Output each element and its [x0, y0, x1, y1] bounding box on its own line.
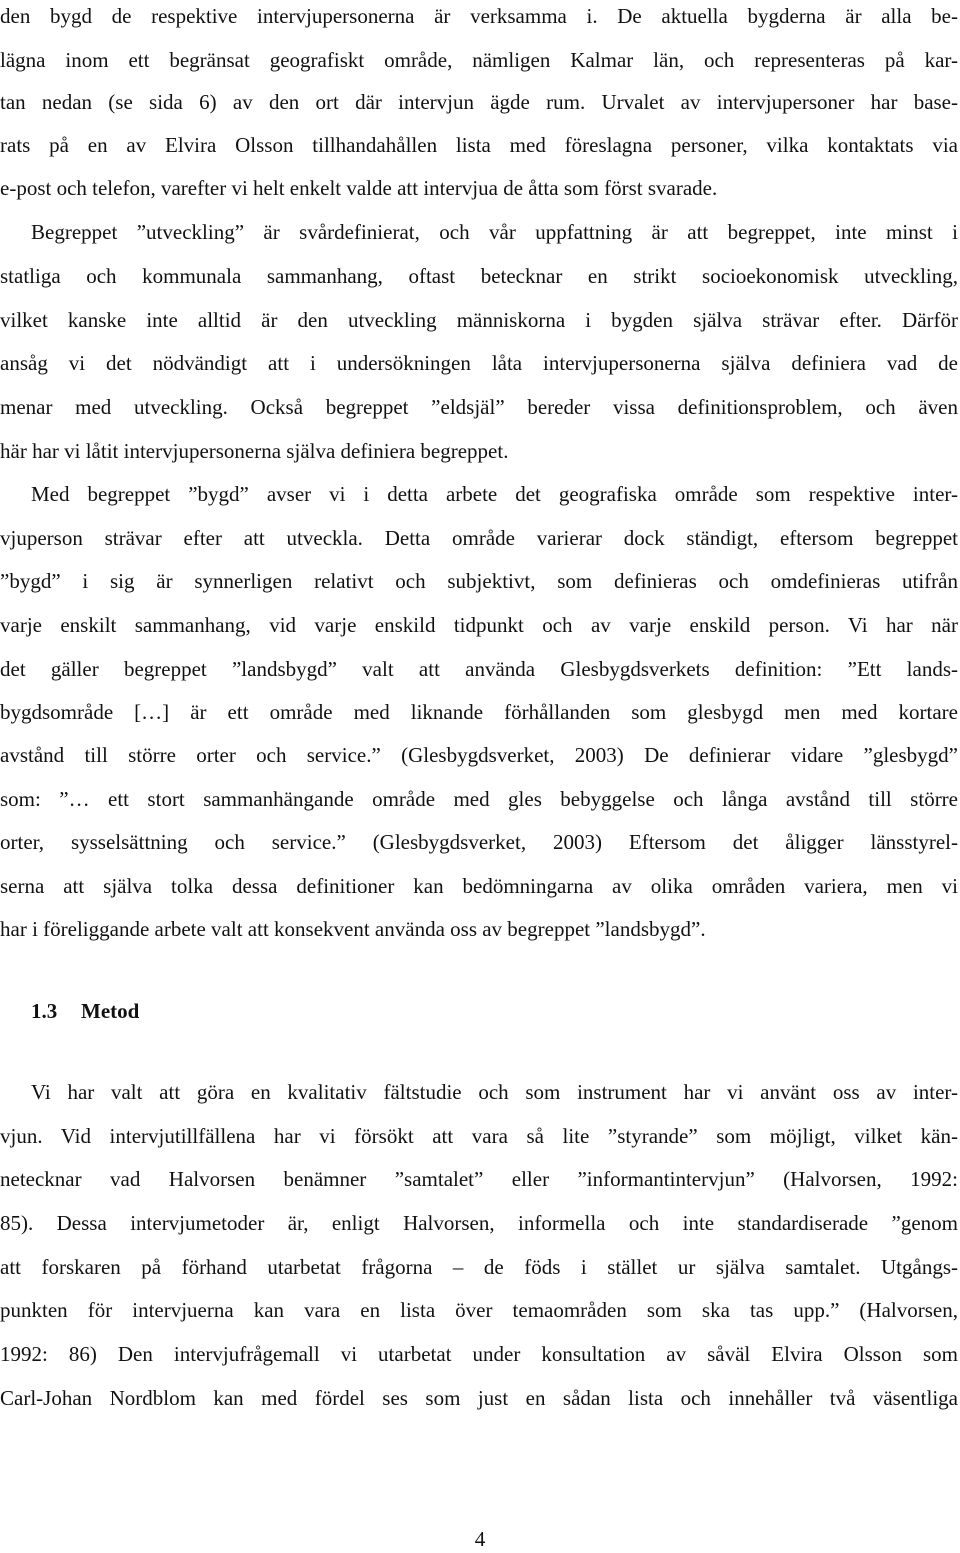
text-line: vjuperson strävar efter att utveckla. Detta område varierar dock ständigt, eftersom begreppet	[0, 526, 958, 550]
text-line: orter, sysselsättning och service.” (Glesbygdsverket, 2003) Eftersom det åligger länsstyrel-	[0, 830, 958, 854]
text-line: netecknar vad Halvorsen benämner ”samtalet” eller ”informantintervjun” (Halvorsen, 1992:	[0, 1167, 958, 1191]
text-line: 1992: 86) Den intervjufrågemall vi utarbetat under konsultation av såväl Elvira Olsson som	[0, 1342, 958, 1366]
text-line: bygdsområde […] är ett område med liknande förhållanden som glesbygd men med kortare	[0, 700, 958, 724]
text-line: vjun. Vid intervjutillfällena har vi försökt att vara så lite ”styrande” som möjligt, vilket kän-	[0, 1124, 958, 1148]
page-number: 4	[474, 1527, 486, 1551]
text-line: serna att själva tolka dessa definitioner kan bedömningarna av olika områden variera, men vi	[0, 874, 958, 898]
section-heading	[31, 997, 139, 1025]
text-line: 85). Dessa intervjumetoder är, enligt Halvorsen, informella och inte standardiserade ”genom	[0, 1211, 958, 1235]
text-line: Carl-Johan Nordblom kan med fördel ses som just en sådan lista och innehåller två väsentliga	[0, 1386, 958, 1410]
text-line: det gäller begreppet ”landsbygd” valt att använda Glesbygdsverkets definition: ”Ett lands-	[0, 657, 958, 681]
text-line: lägna inom ett begränsat geografiskt område, nämligen Kalmar län, och representeras på kar-	[0, 48, 958, 72]
text-line: Begreppet ”utveckling” är svårdefinierat, och vår uppfattning är att begreppet, inte minst i	[31, 220, 958, 244]
text-line: här har vi låtit intervjupersonerna själva definiera begreppet.	[0, 439, 509, 463]
text-line: statliga och kommunala sammanhang, oftast betecknar en strikt socioekonomisk utveckling,	[0, 264, 958, 288]
text-line: den bygd de respektive intervjupersonerna är verksamma i. De aktuella bygderna är alla be-	[0, 4, 958, 28]
text-line: e-post och telefon, varefter vi helt enkelt valde att intervjua de åtta som först svarade.	[0, 176, 718, 200]
text-line: har i föreliggande arbete valt att konsekvent använda oss av begreppet ”landsbygd”.	[0, 917, 706, 941]
text-line: som: ”… ett stort sammanhängande område med gles bebyggelse och långa avstånd till större	[0, 787, 958, 811]
text-line: menar med utveckling. Också begreppet ”eldsjäl” bereder vissa definitionsproblem, och även	[0, 395, 958, 419]
text-line: varje enskilt sammanhang, vid varje enskild tidpunkt och av varje enskild person. Vi har när	[0, 613, 958, 637]
text-line: vilket kanske inte alltid är den utveckling människorna i bygden själva strävar efter. Därför	[0, 308, 958, 332]
section-title: Metod	[81, 999, 140, 1023]
text-line: Med begreppet ”bygd” avser vi i detta arbete det geografiska område som respektive inter-	[31, 482, 958, 506]
text-line: avstånd till större orter och service.” (Glesbygdsverket, 2003) De definierar vidare ”glesbygd”	[0, 743, 958, 767]
section-number: 1.3	[31, 999, 58, 1023]
text-line: ”bygd” i sig är synnerligen relativt och subjektivt, som definieras och omdefinieras utifrån	[0, 569, 958, 593]
text-line: att forskaren på förhand utarbetat frågorna – de föds i stället ur själva samtalet. Utgångs-	[0, 1255, 958, 1279]
text-line: punkten för intervjuerna kan vara en lista över temaområden som ska tas upp.” (Halvorsen,	[0, 1298, 958, 1322]
text-line: tan nedan (se sida 6) av den ort där intervjun ägde rum. Urvalet av intervjupersoner har base-	[0, 90, 958, 114]
text-line: ansåg vi det nödvändigt att i undersökningen låta intervjupersonerna själva definiera vad de	[0, 351, 958, 375]
text-line: Vi har valt att göra en kvalitativ fältstudie och som instrument har vi använt oss av inter-	[31, 1080, 958, 1104]
text-line: rats på en av Elvira Olsson tillhandahållen lista med föreslagna personer, vilka kontaktats via	[0, 133, 958, 157]
